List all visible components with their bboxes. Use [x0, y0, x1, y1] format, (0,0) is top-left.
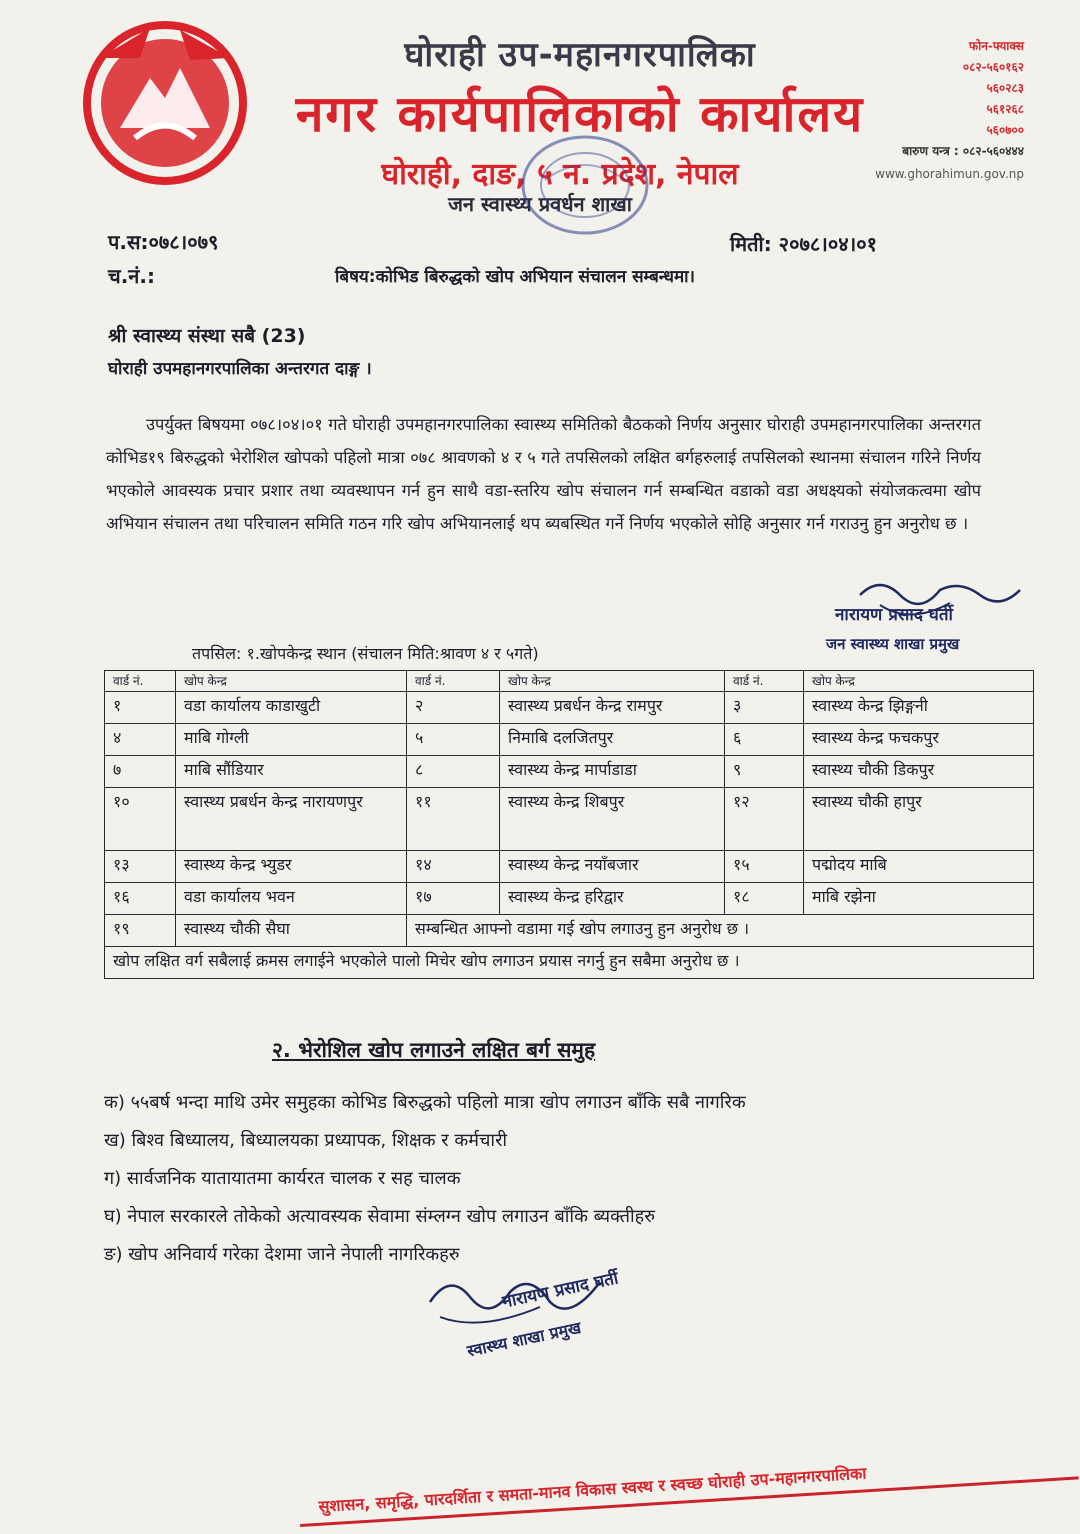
phone-number: ०८२-५६०१६२ [962, 60, 1024, 74]
target-groups-heading: २. भेरोशिल खोप लगाउने लक्षित बर्ग समुह [272, 1038, 596, 1062]
vaccination-centers-table [104, 670, 1034, 979]
reference-number: प.स:०७८।०७९ [108, 230, 219, 254]
office-stamp [515, 130, 655, 240]
schedule-caption: तपसिल: १.खोपकेन्द्र स्थान (संचालन मिति:श्रावण ४ र ५गते) [192, 644, 539, 663]
addressee-line: घोराही उपमहानगरपालिका अन्तरगत दाङ्ग । [108, 359, 372, 379]
table-note: सम्बन्धित आफ्नो वडामा गई खोप लगाउनु हुन अनुरोध छ । [407, 915, 1034, 947]
vaccination-center: स्वास्थ्य केन्द्र फचकपुर [804, 724, 1034, 756]
ward-number: २ [407, 692, 500, 724]
municipality-name: घोराही उप-महानगरपालिका [404, 35, 756, 75]
vaccination-center: स्वास्थ्य चौकी डिकपुर [804, 756, 1034, 788]
list-item: क) ५५बर्ष भन्दा माथि उमेर समुहका कोभिड बिरुद्धको पहिलो मात्रा खोप लगाउन बाँकि सबै नागरिक [104, 1092, 746, 1113]
vaccination-center: पद्मोदय माबि [804, 851, 1034, 883]
letter-body: उपर्युक्त बिषयमा ०७८।०४।०१ गते घोराही उपमहानगरपालिका स्वास्थ्य समितिको बैठकको निर्णय अनुसार घोराही उपमहानगरपालिका अन्तरगत कोभिड१९ बिरुद्धको भेरोशिल खोपको पहिलो मात्रा ०७८ श्रावणको ४ र ५ गते तपसिलको लक्षित बर्गहरुलाई तपसिलको स्थानमा संचालन गरिने निर्णय भएकोले आवस्यक प्रचार प्रशार तथा व्यवस्थापन गर्न हुन साथै वडा-स्तरिय खोप संचालन गर्न सम्बन्धित वडाको वडा अधक्ष्यको संयोजकत्वमा खोप अभियान संचालन तथा परिचालन समिति गठन गरि खोप अभियानलाई थप ब्यबस्थित गर्ने निर्णय भएकोले सोहि अनुसार गर्न गराउनु हुन अनुरोध छ । [106, 415, 981, 533]
list-item: ग) सार्वजनिक यातायातमा कार्यरत चालक र सह चालक [104, 1168, 461, 1189]
list-item: ख) बिश्व बिध्यालय, बिध्यालयका प्रध्यापक, शिक्षक र कर्मचारी [104, 1130, 508, 1151]
signatory-title: जन स्वास्थ्य शाखा प्रमुख [826, 635, 960, 653]
vaccination-center: वडा कार्यालय काडाखुटी [176, 692, 407, 724]
list-item: ङ) खोप अनिवार्य गरेका देशमा जाने नेपाली नागरिकहरु [104, 1244, 460, 1265]
vaccination-center: स्वास्थ्य चौकी सैघा [176, 915, 407, 947]
footer-slogan: सुशासन, समृद्धि, पारदर्शिता र समता-मानव विकास स्वस्थ र स्वच्छ घोराही उप-महानगरपालिका [318, 1463, 867, 1516]
list-item: घ) नेपाल सरकारले तोकेको अत्यावस्यक सेवामा संम्लग्न खोप लगाउन बाँकि ब्यक्तीहरु [104, 1206, 655, 1227]
ward-number: ८ [407, 756, 500, 788]
vaccination-center: स्वास्थ्य केन्द्र हरिद्वार [500, 883, 725, 915]
vaccination-center: स्वास्थ्य केन्द्र शिबपुर [500, 788, 725, 851]
vaccination-center: वडा कार्यालय भवन [176, 883, 407, 915]
ward-number: ६ [725, 724, 804, 756]
table-row [105, 756, 1034, 788]
vaccination-center: स्वास्थ्य केन्द्र भ्युडर [176, 851, 407, 883]
table-row [105, 788, 1034, 851]
ward-number: ३ [725, 692, 804, 724]
website-link[interactable]: www.ghorahimun.gov.np [875, 167, 1024, 181]
ward-number: ५ [407, 724, 500, 756]
vaccination-center: माबि रझेना [804, 883, 1034, 915]
vaccination-center: स्वास्थ्य केन्द्र मार्पाडाडा [500, 756, 725, 788]
contact-block [875, 36, 1024, 185]
phone-number: ५६१२६८ [986, 102, 1024, 116]
column-header: वार्ड नं. [725, 671, 804, 692]
ward-number: १२ [725, 788, 804, 851]
branch-name: जन स्वास्थ्य प्रवर्धन शाखा [448, 192, 632, 216]
contact-label: फोन-फ्याक्स [968, 39, 1024, 53]
ward-number: १० [105, 788, 176, 851]
fax-number: बारुण यन्त्र : ०८२-५६०४४४ [902, 144, 1024, 158]
column-header: खोप केन्द्र [500, 671, 725, 692]
column-header: वार्ड नं. [407, 671, 500, 692]
letter-subject: बिषय:कोभिड बिरुद्धको खोप अभियान संचालन सम्बन्धमा। [335, 267, 695, 287]
addressee-line: श्री स्वास्थ्य संस्था सबै (23) [108, 325, 306, 347]
table-row [105, 692, 1034, 724]
phone-number: ५६०७०० [986, 123, 1024, 137]
table-row [105, 883, 1034, 915]
dispatch-number: च.नं.: [108, 264, 155, 288]
office-name: नगर कार्यपालिकाको कार्यालय [295, 85, 865, 143]
vaccination-center: माबि सौंडियार [176, 756, 407, 788]
signatory-name: नारायण प्रसाद घर्ती [835, 605, 953, 625]
vaccination-center: स्वास्थ्य प्रबर्धन केन्द्र नारायणपुर [176, 788, 407, 851]
phone-number: ५६०२८३ [986, 81, 1024, 95]
ward-number: १५ [725, 851, 804, 883]
table-row [105, 915, 1034, 947]
ward-number: ४ [105, 724, 176, 756]
vaccination-center: स्वास्थ्य केन्द्र नयाँबजार [500, 851, 725, 883]
column-header: वार्ड नं. [105, 671, 176, 692]
table-header-row [105, 671, 1034, 692]
ward-number: ७ [105, 756, 176, 788]
office-address: घोराही, दाङ, ५ न. प्रदेश, नेपाल [381, 157, 739, 192]
column-header: खोप केन्द्र [176, 671, 407, 692]
table-row [105, 724, 1034, 756]
ward-number: ९ [725, 756, 804, 788]
table-row [105, 851, 1034, 883]
table-footer-note: खोप लक्षित वर्ग सबैलाई क्रमस लगाईने भएकोले पालो मिचेर खोप लगाउन प्रयास नगर्नु हुन सबैमा अनुरोध छ । [105, 947, 1034, 979]
ward-number: १८ [725, 883, 804, 915]
signatory-title: स्वास्थ्य शाखा प्रमुख [465, 1317, 583, 1361]
table-row [105, 947, 1034, 979]
ward-number: १७ [407, 883, 500, 915]
ward-number: १३ [105, 851, 176, 883]
signatory-name: नारायण प्रसाद घर्ती [500, 1268, 621, 1313]
ward-number: ११ [407, 788, 500, 851]
ward-number: १९ [105, 915, 176, 947]
column-header: खोप केन्द्र [804, 671, 1034, 692]
vaccination-center: माबि गोग्ली [176, 724, 407, 756]
vaccination-center: स्वास्थ्य केन्द्र झिङ्गनी [804, 692, 1034, 724]
vaccination-center: स्वास्थ्य चौकी हापुर [804, 788, 1034, 851]
letter-date: मिती: २०७८।०४।०१ [730, 232, 878, 256]
ward-number: १ [105, 692, 176, 724]
vaccination-center: स्वास्थ्य प्रबर्धन केन्द्र रामपुर [500, 692, 725, 724]
vaccination-center: निमाबि दलजितपुर [500, 724, 725, 756]
ward-number: १६ [105, 883, 176, 915]
ward-number: १४ [407, 851, 500, 883]
